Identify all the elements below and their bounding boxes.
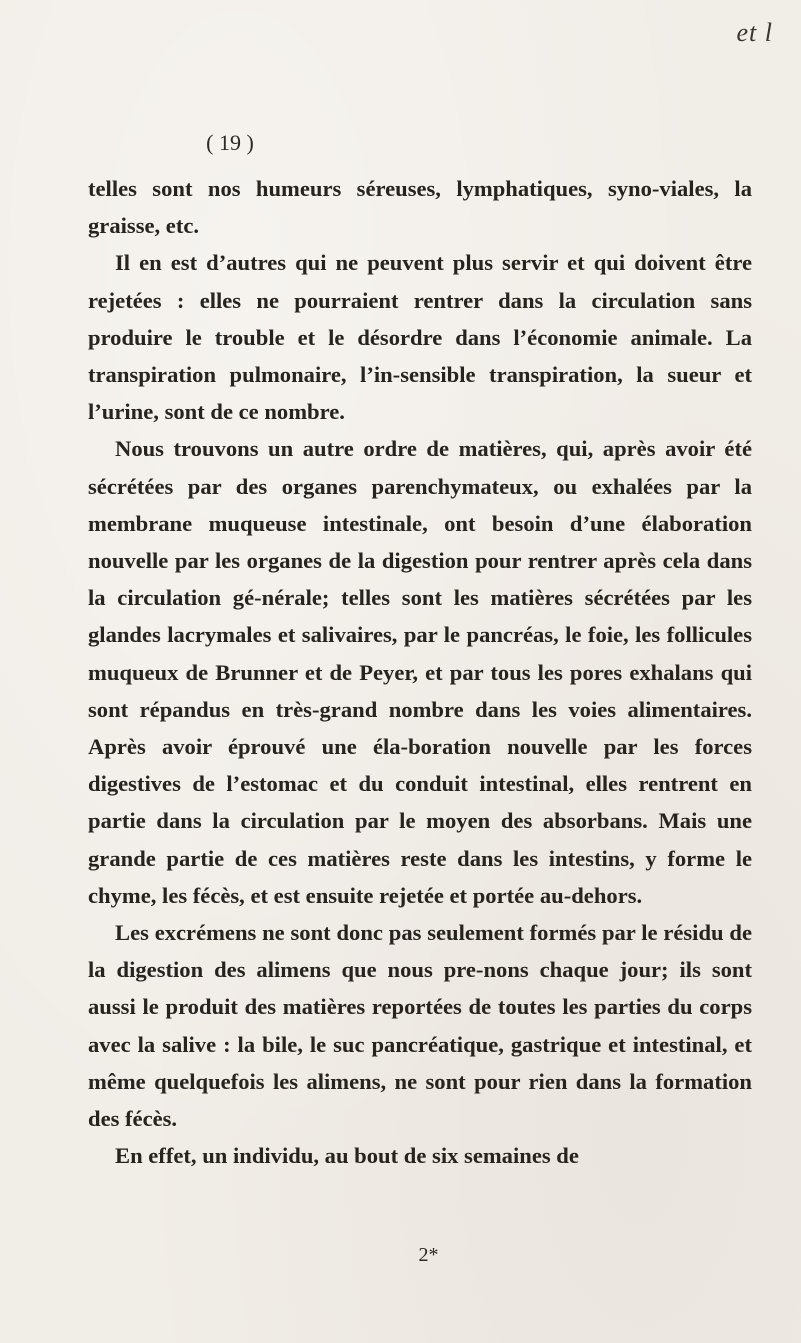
signature-mark: 2* [418,1244,439,1266]
paragraph-5: En effet, un individu, au bout de six semaines de [115,1143,579,1169]
page-number: ( 19 ) [206,130,254,155]
paragraph-2: Il en est d’autres qui ne peuvent plus servir et qui doivent être rejetées : elles ne pourraient rentrer dans la circulation sans produire le trouble et le désordre dans l’économie animale. La transpiration pulmonaire, l’in-sensible transpiration, la sueur et l’urine, sont de ce nombre. [88,250,752,425]
paragraph-4: Les excrémens ne sont donc pas seulement formés par le résidu de la digestion des alimens que nous pre-nons chaque jour; ils sont aussi le produit des matières reportées de toutes les parties du corps avec la salive : la bile, le suc pancréatique, gastrique et intestinal, et même quelquefois les alimens, ne sont pour rien dans la formation des fécès. [88,920,752,1132]
handwritten-corner-mark: et l [736,18,773,47]
body-text [88,170,752,1174]
paragraph-1: telles sont nos humeurs séreuses, lymphatiques, syno-viales, la graisse, etc. [88,176,752,239]
paragraph-3: Nous trouvons un autre ordre de matières, qui, après avoir été sécrétées par des organes parenchymateux, ou exhalées par la membrane muqueuse intestinale, ont besoin d’une élaboration nouvelle par les organes de la digestion pour rentrer après cela dans la circulation gé-nérale; telles sont les matières sécrétées par les glandes lacrymales et salivaires, par le pancréas, le foie, les follicules muqueux de Brunner et de Peyer, et par tous les pores exhalans qui sont répandus en très-grand nombre dans les voies alimentaires. Après avoir éprouvé une éla-boration nouvelle par les forces digestives de l’estomac et du conduit intestinal, elles rentrent en partie dans la circulation par le moyen des absorbans. Mais une grande partie de ces matières reste dans les intestins, y forme le chyme, les fécès, et est ensuite rejetée et portée au-dehors. [88,436,752,908]
